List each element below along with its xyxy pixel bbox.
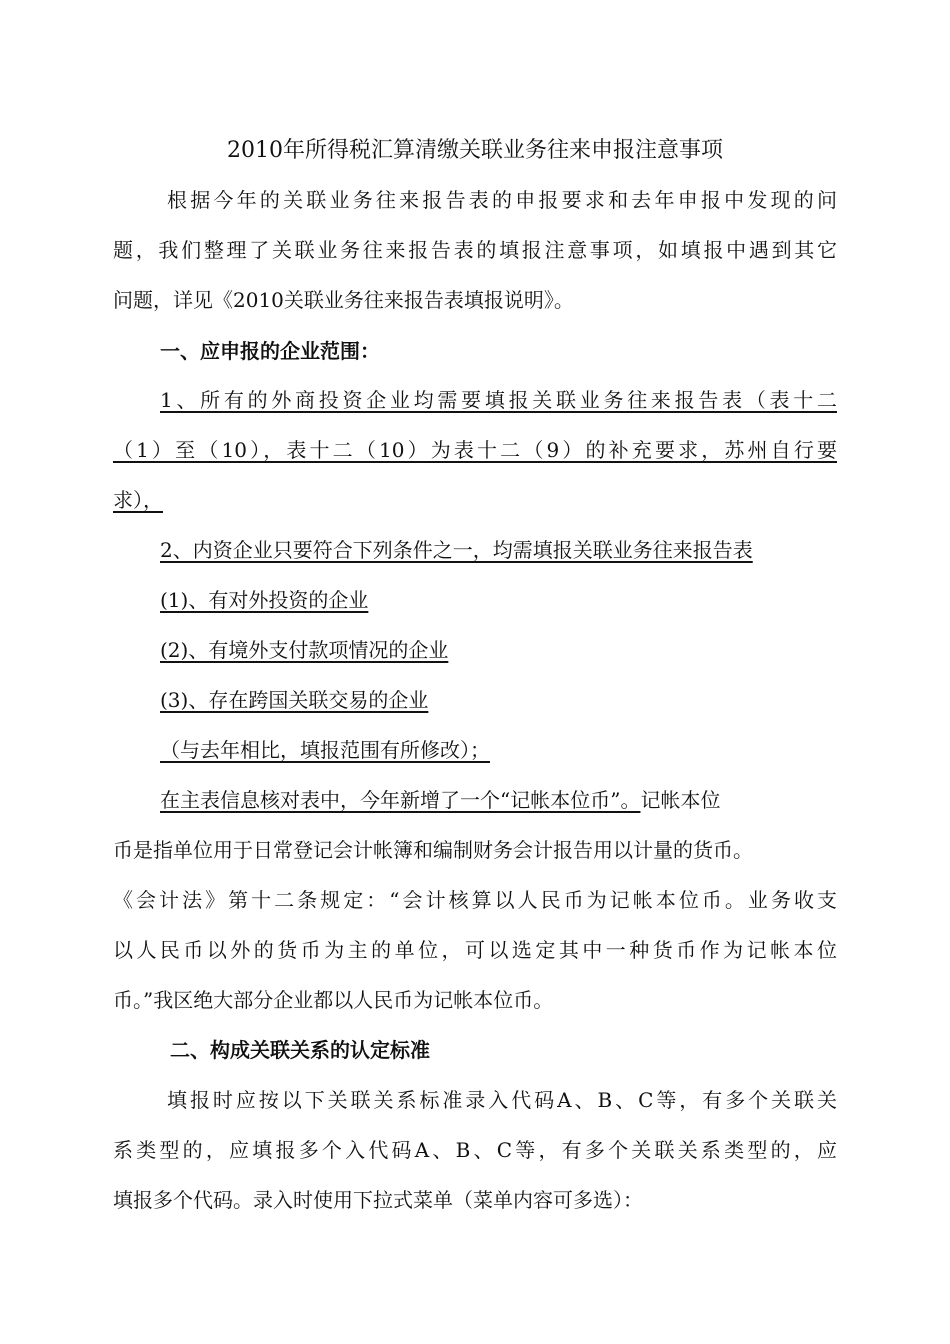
currency-line-1-rest: 记帐本位 (640, 788, 721, 812)
intro-line-1: 根据今年的关联业务往来报告表的申报要求和去年申报中发现的问 (167, 188, 837, 212)
document-title: 2010年所得税汇算清缴关联业务往来申报注意事项 (227, 138, 723, 163)
section-1-item-1-line-3: 求）， (113, 488, 163, 512)
section-2-heading: 二、构成关联关系的认定标准 (170, 1038, 430, 1062)
condition-2: (2)、有境外支付款项情况的企业 (160, 638, 449, 662)
condition-1: (1)、有对外投资的企业 (160, 588, 369, 612)
currency-new-field-note: 在主表信息核对表中，今年新增了一个“记帐本位币”。 (160, 788, 641, 812)
currency-line-5: 币。”我区绝大部分企业都以人民币为记帐本位币。 (113, 988, 554, 1012)
currency-line-2: 币是指单位用于日常登记会计帐簿和编制财务会计报告用以计量的货币。 (113, 838, 753, 862)
intro-line-2: 题，我们整理了关联业务往来报告表的填报注意事项，如填报中遇到其它 (113, 238, 837, 262)
section-1-item-1-line-2: （1）至（10），表十二（10）为表十二（9）的补充要求，苏州自行要 (113, 438, 837, 462)
section-1-item-1-line-1: 1、所有的外商投资企业均需要填报关联业务往来报告表（表十二 (160, 388, 837, 412)
currency-line-3: 《会计法》第十二条规定：“会计核算以人民币为记帐本位币。业务收支 (113, 888, 837, 912)
condition-3: (3)、存在跨国关联交易的企业 (160, 688, 429, 712)
section-1-heading: 一、应申报的企业范围： (160, 339, 380, 363)
currency-line-1 (160, 786, 837, 814)
intro-line-3: 问题，详见《2010关联业务往来报告表填报说明》。 (113, 288, 574, 312)
section-1-item-2: 2、内资企业只要符合下列条件之一，均需填报关联业务往来报告表 (160, 538, 753, 562)
section-2-line-3: 填报多个代码。录入时使用下拉式菜单（菜单内容可多选）： (113, 1188, 643, 1212)
section-2-line-1: 填报时应按以下关联关系标准录入代码A、B、C等，有多个关联关 (167, 1088, 837, 1112)
scope-change-note: （与去年相比，填报范围有所修改）； (160, 738, 490, 762)
section-2-line-2: 系类型的，应填报多个入代码A、B、C等，有多个关联关系类型的，应 (113, 1138, 837, 1162)
currency-line-4: 以人民币以外的货币为主的单位，可以选定其中一种货币作为记帐本位 (113, 938, 837, 962)
